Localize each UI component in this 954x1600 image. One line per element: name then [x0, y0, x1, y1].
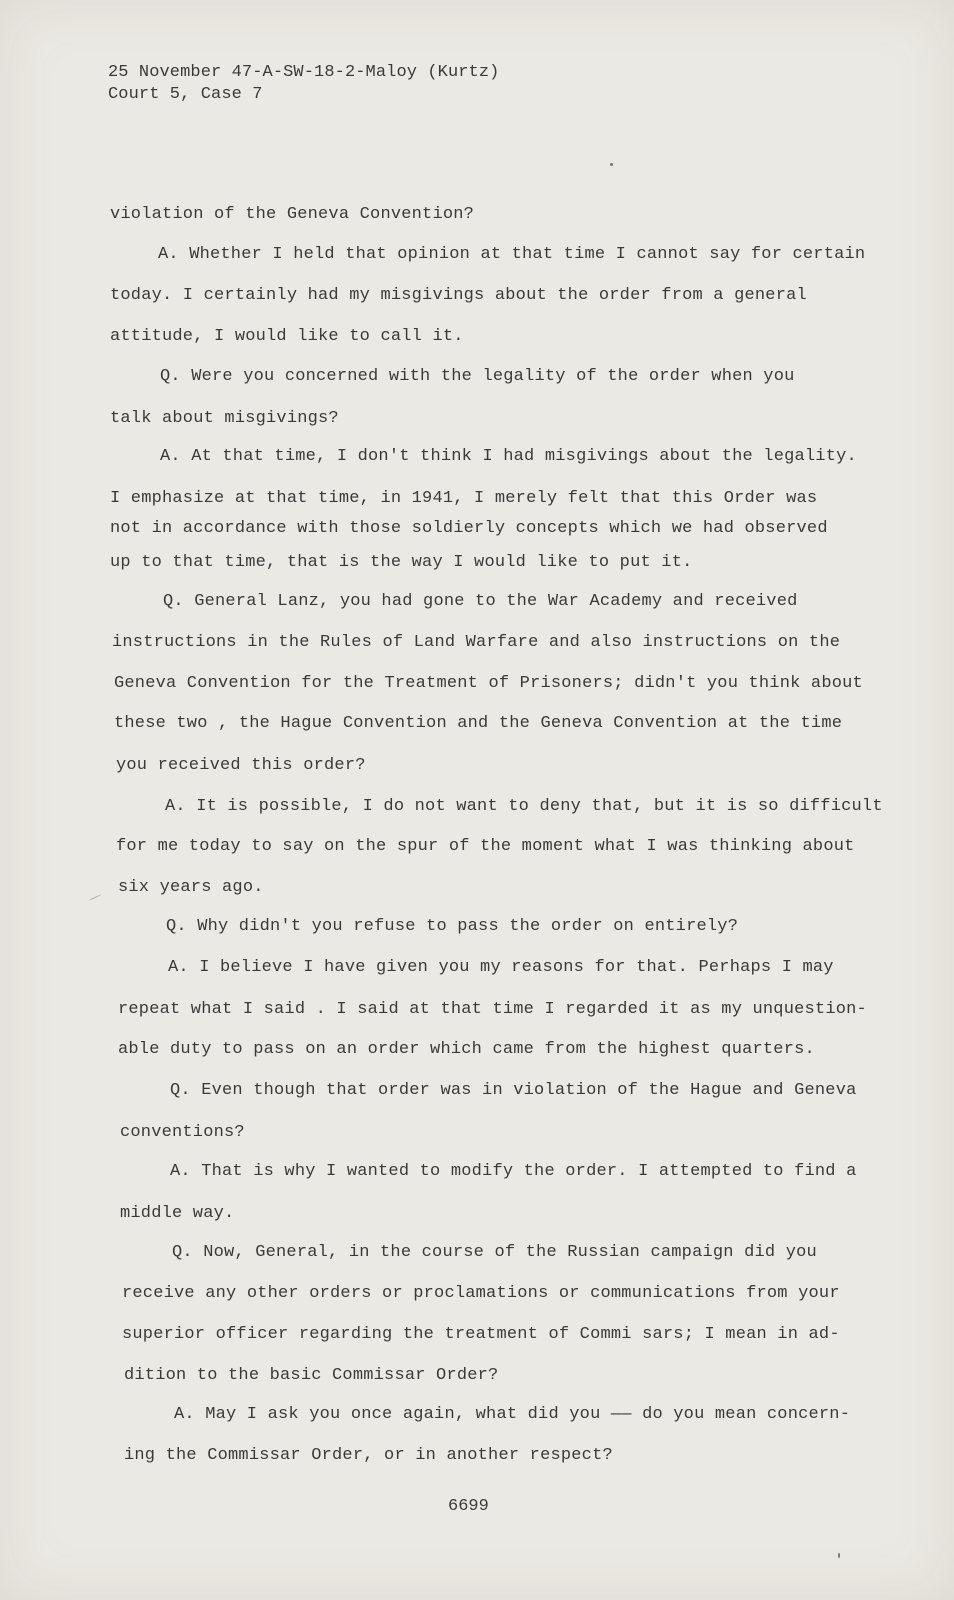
transcript-line: I emphasize at that time, in 1941, I merely felt that this Order was [110, 489, 818, 508]
transcript-line: A. At that time, I don't think I had misgivings about the legality. [160, 447, 857, 466]
transcript-line: Q. Were you concerned with the legality of the order when you [160, 367, 795, 386]
transcript-line: not in accordance with those soldierly concepts which we had observed [110, 519, 828, 538]
transcript-line: Q. Why didn't you refuse to pass the order on entirely? [166, 917, 739, 936]
transcript-line: ing the Commissar Order, or in another respect? [124, 1446, 613, 1465]
transcript-line: Geneva Convention for the Treatment of Prisoners; didn't you think about [114, 674, 863, 693]
transcript-line: Q. General Lanz, you had gone to the War Academy and received [163, 592, 798, 611]
header-court-line: Court 5, Case 7 [108, 85, 263, 104]
transcript-line: receive any other orders or proclamations or communications from your [122, 1284, 840, 1303]
transcript-line: A. I believe I have given you my reasons for that. Perhaps I may [168, 958, 834, 977]
transcript-line: A. It is possible, I do not want to deny that, but it is so difficult [165, 797, 883, 816]
transcript-line: A. That is why I wanted to modify the order. I attempted to find a [170, 1162, 857, 1181]
paper-speck [838, 1553, 840, 1558]
transcript-line: dition to the basic Commissar Order? [124, 1366, 499, 1385]
transcript-line: instructions in the Rules of Land Warfare and also instructions on the [112, 633, 841, 652]
transcript-line: talk about misgivings? [110, 409, 339, 428]
transcript-line: A. May I ask you once again, what did you —— do you mean concern- [174, 1405, 851, 1424]
transcript-line: you received this order? [116, 756, 366, 775]
page-number: 6699 [448, 1497, 489, 1516]
transcript-line: middle way. [120, 1204, 235, 1223]
transcript-line: A. Whether I held that opinion at that time I cannot say for certain [158, 245, 866, 264]
transcript-line: six years ago. [118, 878, 264, 897]
transcript-line: these two , the Hague Convention and the Geneva Convention at the time [114, 714, 843, 733]
transcript-line: attitude, I would like to call it. [110, 327, 464, 346]
transcript-line: conventions? [120, 1123, 245, 1142]
transcript-line: repeat what I said . I said at that time I regarded it as my unquestion- [118, 1000, 867, 1019]
transcript-line: up to that time, that is the way I would like to put it. [110, 553, 693, 572]
document-header [108, 62, 499, 106]
pencil-mark [88, 894, 101, 901]
transcript-line: Q. Now, General, in the course of the Russian campaign did you [172, 1243, 817, 1262]
transcript-line: today. I certainly had my misgivings about the order from a general [110, 286, 807, 305]
transcript-line: Q. Even though that order was in violation of the Hague and Geneva [170, 1081, 857, 1100]
transcript-line: superior officer regarding the treatment of Commi sars; I mean in ad- [122, 1325, 840, 1344]
transcript-line: for me today to say on the spur of the moment what I was thinking about [116, 837, 855, 856]
header-reference-line: 25 November 47-A-SW-18-2-Maloy (Kurtz) [108, 63, 500, 82]
paper-speck [610, 163, 613, 166]
transcript-line: able duty to pass on an order which came from the highest quarters. [118, 1040, 815, 1059]
transcript-line: violation of the Geneva Convention? [110, 205, 475, 224]
